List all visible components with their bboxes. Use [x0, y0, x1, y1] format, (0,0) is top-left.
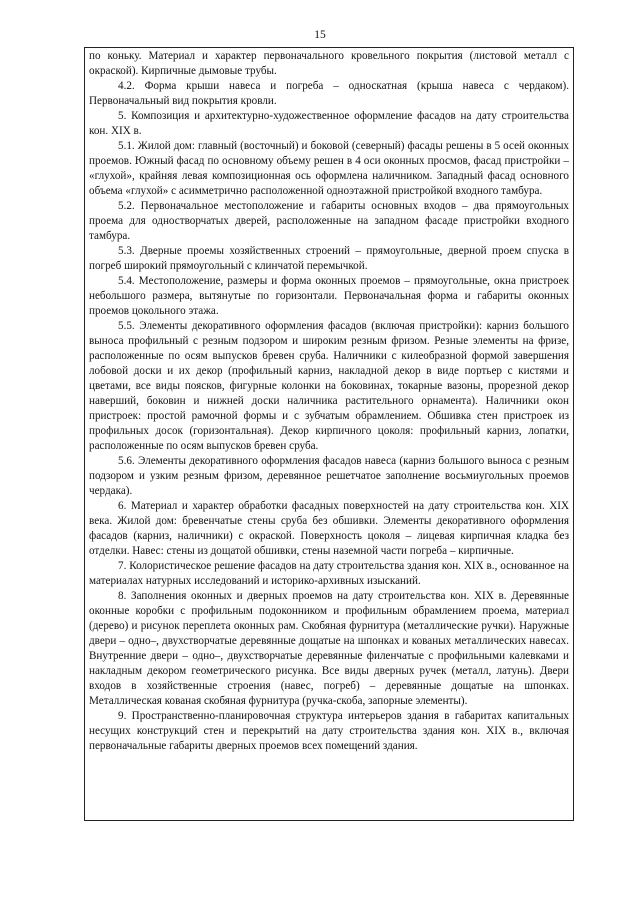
paragraph-5-6: 5.6. Элементы декоративного оформления фасадов навеса (карниз большого выноса с резным подзором и узким резным фризом, деревянное решетчатое заполнение восьмиугольных проемов чердака). [89, 455, 569, 497]
page-number: 15 [314, 29, 326, 41]
paragraph-5-2: 5.2. Первоначальное местоположение и габариты основных входов – два прямоугольных проема для одностворчатых дверей, расположенные на западном фасаде пристройки входного тамбура. [89, 200, 569, 242]
paragraph-9: 9. Пространственно-планировочная структура интерьеров здания в габаритах капитальных несущих конструкций стен и перекрытий на дату строительства здания кон. XIX в., включая первоначальные габариты дверных проемов всех помещений здания. [89, 710, 569, 752]
paragraph-5: 5. Композиция и архитектурно-художественное оформление фасадов на дату строительства кон. XIX в. [89, 110, 569, 137]
paragraph-8: 8. Заполнения оконных и дверных проемов на дату строительства кон. XIX в. Деревянные оконные коробки с профильным подоконником и профильным обрамлением проема, материал (дерево) и рисунок переплета оконных рам. Скобяная фурнитура (металлические ручки). Наружные двери – одно–, двухстворчатые деревянные дощатые на шпонках и кованых металлических навесах. Внутренние двери – одно–, двухстворчатые деревянные филенчатые с профильными калевками и накладным декором геометрического рисунка. Все виды дверных ручек (металл, латунь). Двери входов в хозяйственные строения (навес, погреб) – деревянные дощатые на шпонках. Металлическая кованая скобяная фурнитура (ручка-скоба, запорные элементы). [89, 590, 569, 707]
paragraph-roof-continuation: по коньку. Материал и характер первоначального кровельного покрытия (листовой металл с окраской). Кирпичные дымовые трубы. [89, 50, 569, 77]
document-frame [84, 47, 574, 821]
paragraph-5-5: 5.5. Элементы декоративного оформления фасадов (включая пристройки): карниз большого выноса профильный с резным подзором и широким резным фризом. Резные элементы на фризе, расположенные по осям выпусков бревен сруба. Наличники с килеобразной формой завершения лобовой доски и их декор (профильный карниз, накладной декор в виде портьер с кистями и цветами, все виды поясков, фигурные колонки на боковинах, токарные вазоны, прорезной декор наверший, боковин и нижней доски наличника растительного орнамента). Наличники окон пристроек: простой рамочной формы и с зубчатым обрамлением. Обшивка стен пристроек из профильных досок (горизонтальная). Декор кирпичного цоколя: профильный карниз, лопатки, расположенные по осям выпусков бревен сруба. [89, 320, 569, 452]
paragraph-5-3: 5.3. Дверные проемы хозяйственных строений – прямоугольные, дверной проем спуска в погреб широкий прямоугольный с клинчатой перемычкой. [89, 245, 569, 272]
paragraph-7: 7. Колористическое решение фасадов на дату строительства здания кон. XIX в., основанное на материалах натурных исследований и историко-архивных изысканий. [89, 560, 569, 587]
paragraph-4-2: 4.2. Форма крыши навеса и погреба – односкатная (крыша навеса с чердаком). Первоначальный вид покрытия кровли. [89, 80, 569, 107]
paragraph-6: 6. Материал и характер обработки фасадных поверхностей на дату строительства кон. XIX века. Жилой дом: бревенчатые стены сруба без обшивки. Элементы декоративного оформления фасадов (карниз, наличники) с окраской. Поверхность цоколя – лицевая кирпичная кладка без отделки. Навес: стены из дощатой обшивки, стены наземной части погреба – кирпичные. [89, 500, 569, 557]
paragraph-5-1: 5.1. Жилой дом: главный (восточный) и боковой (северный) фасады решены в 5 осей оконных проемов. Южный фасад по основному объему решен в 4 оси оконных просмов, фасад пристройки – «глухой», крайняя левая композиционная ось оформлена наличником. Западный фасад основного объема «глухой» с асимметрично расположенной одноэтажной пристройкой входного тамбура. [89, 140, 569, 197]
paragraph-5-4: 5.4. Местоположение, размеры и форма оконных проемов – прямоугольные, окна пристроек небольшого размера, вытянутые по горизонтали. Первоначальная форма и габариты оконных проемов цокольного этажа. [89, 275, 569, 317]
